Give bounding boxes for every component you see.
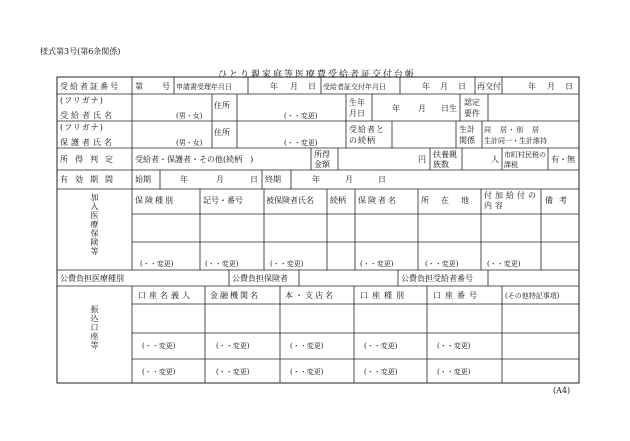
issue-month: 月 (440, 82, 448, 91)
form-number: 様式第3号(第6条関係) (40, 47, 121, 56)
insurance-header-insured: 被保険者氏名 (266, 196, 314, 205)
guardian-name-label: 保護者氏名 (60, 138, 115, 147)
guardian-address-label: 住所 (214, 128, 230, 137)
start-day: 日 (250, 175, 258, 184)
validity-label: 有効期間 (60, 175, 120, 184)
recipient-address-change: (・・変更) (284, 112, 318, 120)
insurance-change-4: (・・変更) (360, 260, 394, 268)
apply-date-label: 申請書受理年月日 (176, 83, 232, 91)
people-unit: 人 (491, 155, 499, 164)
number-suffix: 号 (162, 82, 170, 91)
insurance-header-benefit: 付加給付の内容 (484, 191, 539, 210)
furigana-label-2: (フリガナ) (60, 123, 104, 132)
recipient-number-label: 受給者証番号 (60, 82, 120, 91)
livelihood-label: 生計関係 (459, 125, 475, 145)
insurance-change-3: (・・変更) (270, 260, 304, 268)
bank-change-1-1: (・・変更) (142, 342, 176, 350)
income-options: 受給者・保護者・その他(続柄 ) (135, 155, 254, 164)
living-option-2: 生計同一・生計維持 (484, 137, 547, 145)
income-label: 所得判定 (60, 155, 120, 164)
issue-date-label: 受給者証交付年月日 (323, 83, 386, 91)
start-label: 始期 (135, 175, 151, 184)
bank-change-2-5: (・・変更) (437, 368, 471, 376)
guardian-sex: (男・女) (176, 139, 203, 147)
guardian-address-change: (・・変更) (284, 139, 318, 147)
living-option-1: 同 居・別 居 (484, 126, 540, 134)
insurance-change-6: (・・変更) (487, 260, 521, 268)
insurance-header-insurer: 保険者名 (358, 196, 398, 205)
end-day: 日 (378, 175, 386, 184)
bank-side-label: 振込口座等 (90, 305, 99, 350)
paper-size: (A4) (553, 386, 571, 395)
page-title: ひとり親家庭等医療費受給者証交付台帳 (218, 70, 417, 80)
bank-change-2-2: (・・変更) (216, 368, 250, 376)
bank-change-2-1: (・・変更) (142, 368, 176, 376)
bank-change-1-4: (・・変更) (364, 342, 398, 350)
public-type-label: 公費負担医療種別 (60, 274, 124, 283)
reissue-label: 再交付 (477, 82, 501, 91)
start-month: 月 (216, 175, 224, 184)
qualification-label: 認定要件 (464, 98, 480, 118)
insurance-header-location: 所在地 (421, 196, 481, 205)
bank-change-2-3: (・・変更) (290, 368, 324, 376)
insurance-change-1: (・・変更) (140, 260, 174, 268)
insurance-side-label: 加入医療保険等 (90, 193, 99, 256)
end-month: 月 (345, 175, 353, 184)
recipient-sex: (男・女) (176, 112, 203, 120)
public-payer-label: 公費負担保険者 (232, 274, 288, 283)
bank-header-notes: (その他特記事項) (505, 292, 560, 300)
insurance-header-relation: 続柄 (330, 196, 346, 205)
number-prefix: 第 (135, 82, 143, 91)
issue-day: 日 (458, 82, 466, 91)
reissue-day: 日 (565, 82, 573, 91)
reissue-month: 月 (547, 82, 555, 91)
birth-date-label: 生年月日 (349, 98, 365, 118)
insurance-header-notes: 備考 (545, 196, 573, 205)
bank-header-account-no: 口座番号 (433, 291, 481, 300)
end-label: 終期 (265, 175, 281, 184)
insurance-header-type: 保険種別 (135, 196, 175, 205)
insurance-change-5: (・・変更) (425, 260, 459, 268)
birth-year: 年 (392, 104, 400, 113)
dependents-label: 扶養親族数 (433, 150, 457, 169)
income-amount-label: 所得金額 (314, 150, 330, 169)
apply-day: 日 (308, 82, 316, 91)
issue-year: 年 (422, 82, 430, 91)
birth-month: 月 (418, 104, 426, 113)
recipient-name-label: 受給者氏名 (60, 111, 115, 120)
yen-unit: 円 (418, 155, 426, 164)
bank-change-1-2: (・・変更) (216, 342, 250, 350)
bank-header-branch: 本・支店名 (285, 291, 335, 300)
public-recipient-label: 公費負担受給者番号 (401, 274, 473, 283)
relation-label: 受給者との続柄 (349, 125, 385, 145)
tax-yesno: 有・無 (551, 155, 575, 164)
bank-change-1-5: (・・変更) (437, 342, 471, 350)
reissue-year: 年 (528, 82, 536, 91)
apply-year: 年 (270, 82, 278, 91)
end-year: 年 (312, 175, 320, 184)
tax-label: 市町村民税の課税 (504, 151, 546, 169)
bank-change-1-3: (・・変更) (290, 342, 324, 350)
furigana-label-1: (フリガナ) (60, 96, 104, 105)
bank-change-2-4: (・・変更) (364, 368, 398, 376)
bank-header-bank: 金融機関名 (210, 291, 260, 300)
recipient-address-label: 住所 (214, 101, 230, 110)
insurance-change-2: (・・変更) (205, 260, 239, 268)
bank-header-holder: 口座名義人 (138, 291, 193, 300)
birth-day: 日生 (441, 104, 457, 113)
apply-month: 月 (290, 82, 298, 91)
insurance-header-code: 記号・番号 (203, 196, 243, 205)
bank-header-account-type: 口座種別 (360, 291, 408, 300)
start-year: 年 (180, 175, 188, 184)
